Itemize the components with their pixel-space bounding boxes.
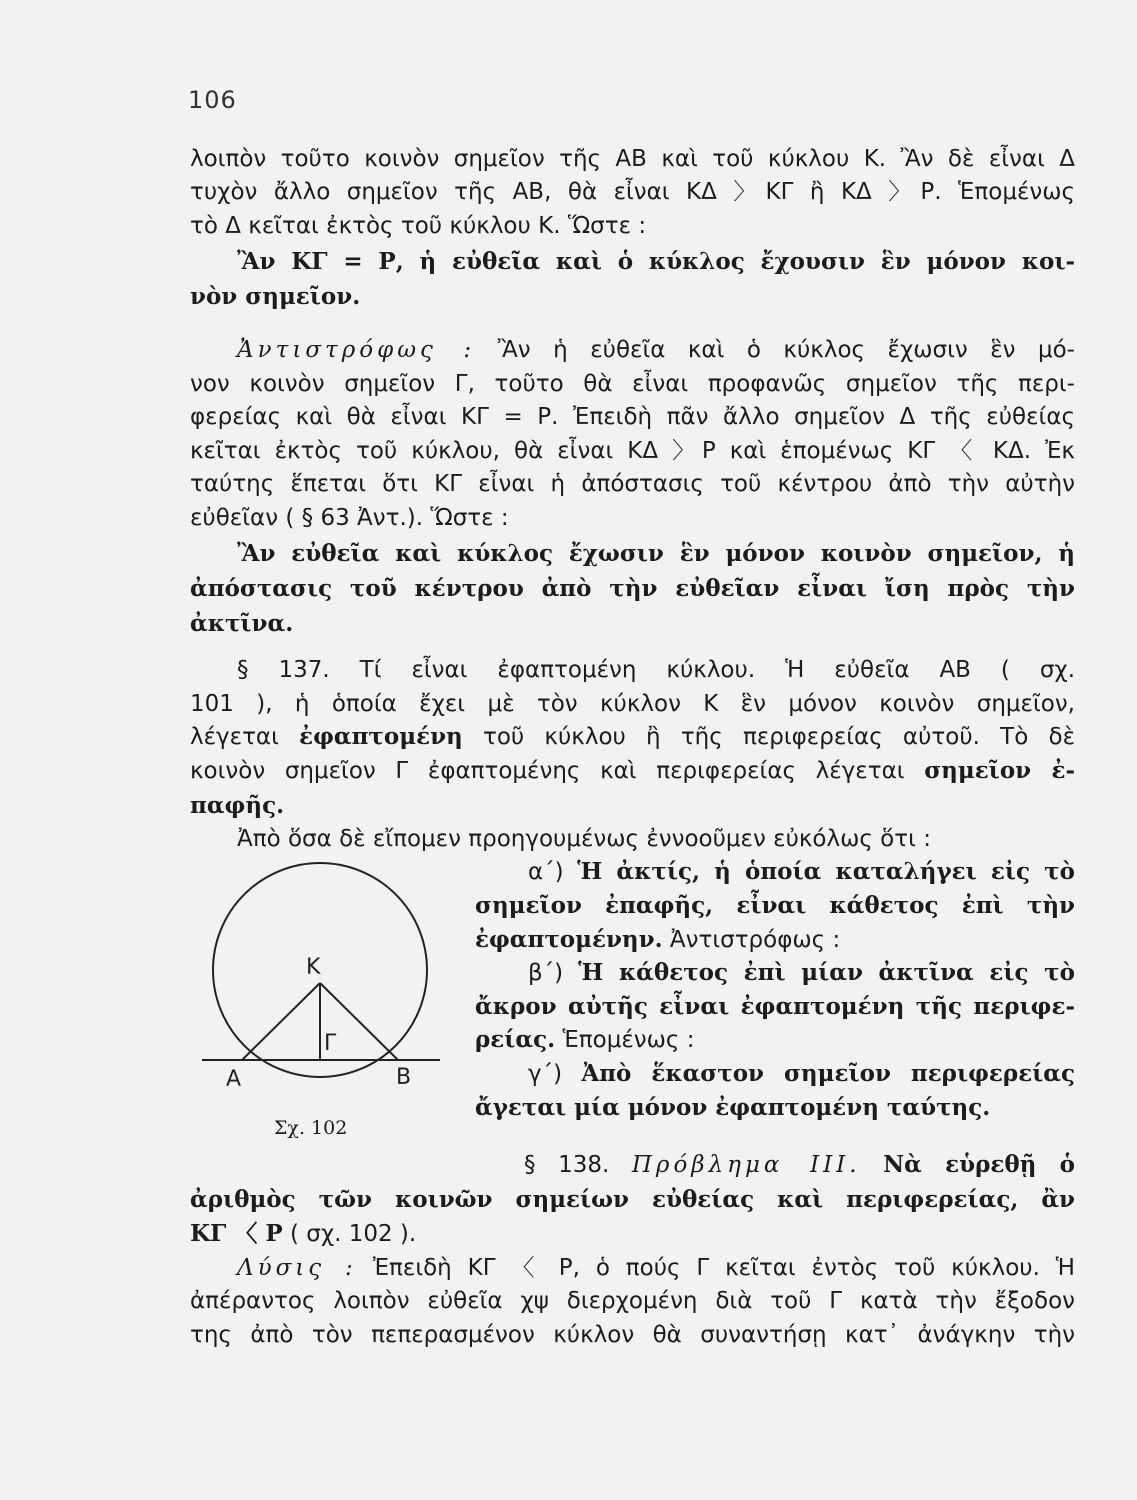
item-b-line: [475, 1025, 1075, 1055]
label-g: Γ: [324, 1031, 337, 1056]
section-138-heading: [524, 1150, 1075, 1180]
label-a: Α: [226, 1067, 242, 1092]
item-text: ἐφαπτομένην.: [475, 926, 663, 953]
text-line: κεῖται ἐκτὸς τοῦ κύκλου, θὰ εἶναι ΚΔ 〉Ρ καὶ ἑπομένως ΚΓ 〈 ΚΔ. Ἐκ: [190, 438, 1075, 464]
converse-text: Ἂν ἡ εὐθεῖα καὶ ὁ κύκλος ἔχωσιν ἓν μό-: [497, 337, 1075, 363]
problem-text: Νὰ εὑρεθῇ ὁ: [883, 1151, 1076, 1178]
item-b-line: [528, 958, 1075, 988]
text-line: εὐθεῖαν ( § 63 Ἀντ.). Ὥστε :: [190, 505, 509, 531]
item-b-line: ἄκρον αὐτῆς εἶναι ἐφαπτομένη τῆς περιφε-: [475, 993, 1075, 1020]
solution-line: [237, 1253, 1075, 1283]
text-line: Ἀπὸ ὅσα δὲ εἴπομεν προηγουμένως ἐννοοῦμεν εὐκόλως ὅτι :: [237, 826, 931, 852]
figure-circle-tangent: [190, 855, 460, 1145]
text-line: φερείας καὶ θὰ εἶναι ΚΓ = Ρ. Ἐπειδὴ πᾶν ἄλλο σημεῖον Δ τῆς εὐθείας: [190, 404, 1075, 430]
text-line: [190, 756, 1075, 786]
theorem-line: Ἂν εὐθεῖα καὶ κύκλος ἔχωσιν ἓν μόνον κοινὸν σημεῖον, ἡ: [237, 540, 1075, 567]
item-label: α΄): [528, 859, 564, 885]
label-k: Κ: [306, 955, 321, 980]
figure-diagram: [190, 855, 460, 1145]
section-title: Τί εἶναι ἐφαπτομένη κύκλου.: [359, 657, 756, 683]
theorem-line: Ἂν ΚΓ = Ρ, ἡ εὐθεῖα καὶ ὁ κύκλος ἔχουσιν ἓν μόνον κοι-: [237, 248, 1075, 275]
text-span: λέγεται: [190, 724, 279, 750]
item-text: Ἀπὸ ἕκαστον σημεῖον περιφερείας: [581, 1060, 1076, 1087]
section-137-heading: [237, 655, 1075, 685]
figure-caption: Σχ. 102: [274, 1117, 348, 1139]
problem-line: [190, 1219, 1075, 1249]
item-a-line: [528, 857, 1075, 887]
problem-line: ἀριθμὸς τῶν κοινῶν σημείων εὐθείας καὶ περιφερείας, ἂν: [190, 1186, 1075, 1213]
item-c-line: [528, 1059, 1075, 1089]
problem-text: ΚΓ 〈 Ρ: [190, 1220, 283, 1247]
item-label: β΄): [528, 960, 564, 986]
section-number: § 137.: [237, 657, 330, 683]
text-line: [190, 722, 1075, 752]
text-span: τοῦ κύκλου ἢ τῆς περιφερείας αὐτοῦ. Τὸ δὲ: [482, 724, 1075, 750]
term-bold: ἐφαπτομένη: [299, 723, 463, 750]
converse-heading: Ἀντιστρόφως :: [237, 337, 476, 363]
text-line: ταύτης ἕπεται ὅτι ΚΓ εἶναι ἡ ἀπόστασις τοῦ κέντρου ἀπὸ τὴν αὐτὴν: [190, 471, 1075, 497]
theorem-line: ἀπόστασις τοῦ κέντρου ἀπὸ τὴν εὐθεῖαν εἶναι ἴση πρὸς τὴν: [190, 575, 1075, 602]
theorem-line: νὸν σημεῖον.: [190, 283, 361, 310]
converse-line: [237, 335, 1075, 365]
item-text: Ἑπομένως :: [562, 1027, 695, 1053]
label-b: Β: [396, 1065, 412, 1090]
problem-label: Πρόβλημα III.: [631, 1152, 861, 1178]
text-line: τὸ Δ κεῖται ἐκτὸς τοῦ κύκλου Κ. Ὥστε :: [190, 213, 647, 239]
text-line: ἀπέραντος λοιπὸν εὐθεῖα χψ διερχομένη διὰ τοῦ Γ κατὰ τὴν ἔξοδον: [190, 1288, 1075, 1314]
text-line: λοιπὸν τοῦτο κοινὸν σημεῖον τῆς ΑΒ καὶ τοῦ κύκλου Κ. Ἂν δὲ εἶναι Δ: [190, 146, 1075, 172]
item-text: ρείας.: [475, 1026, 556, 1053]
theorem-line: ἀκτῖνα.: [190, 610, 294, 637]
solution-text: Ἐπειδὴ ΚΓ 〈 Ρ, ὁ πούς Γ κεῖται ἐντὸς τοῦ κύκλου. Ἡ: [372, 1255, 1075, 1281]
text-line: τυχὸν ἄλλο σημεῖον τῆς ΑΒ, θὰ εἶναι ΚΔ 〉ΚΓ ἢ ΚΔ 〉Ρ. Ἑπομένως: [190, 179, 1075, 205]
segment-ka: [242, 983, 320, 1060]
solution-heading: Λύσις :: [237, 1255, 357, 1281]
item-text: Ἡ κάθετος ἐπὶ μίαν ἀκτῖνα εἰς τὸ: [578, 959, 1076, 986]
text-span: κοινὸν σημεῖον Γ ἐφαπτομένης καὶ περιφερείας λέγεται: [190, 758, 905, 784]
item-a-line: σημεῖον ἐπαφῆς, εἶναι κάθετος ἐπὶ τὴν: [475, 892, 1075, 919]
text-line: 101 ), ἡ ὁποία ἔχει μὲ τὸν κύκλον Κ ἓν μόνον κοινὸν σημεῖον,: [190, 691, 1075, 717]
item-text: Ἡ ἀκτίς, ἡ ὁποία καταλήγει εἰς τὸ: [577, 858, 1076, 885]
text-line: της ἀπὸ τὸν πεπερασμένον κύκλον θὰ συναντήσῃ κατ᾽ ἀνάγκην τὴν: [190, 1322, 1075, 1348]
item-a-line: [475, 925, 1075, 955]
term-bold: σημεῖον ἐ-: [924, 757, 1075, 784]
item-text: Ἀντιστρόφως :: [669, 927, 841, 953]
problem-text: ( σχ. 102 ).: [289, 1221, 417, 1247]
term-bold-line: παφῆς.: [190, 792, 285, 819]
item-c-line: ἄγεται μία μόνον ἐφαπτομένη ταύτης.: [475, 1094, 991, 1121]
page-number: 106: [188, 86, 237, 114]
item-label: γ΄): [528, 1061, 563, 1087]
section-number: § 138.: [524, 1152, 610, 1178]
section-text: Ἡ εὐθεῖα ΑΒ ( σχ.: [785, 657, 1076, 683]
text-line: νον κοινὸν σημεῖον Γ, τοῦτο θὰ εἶναι προφανῶς σημεῖον τῆς περι-: [190, 371, 1075, 397]
